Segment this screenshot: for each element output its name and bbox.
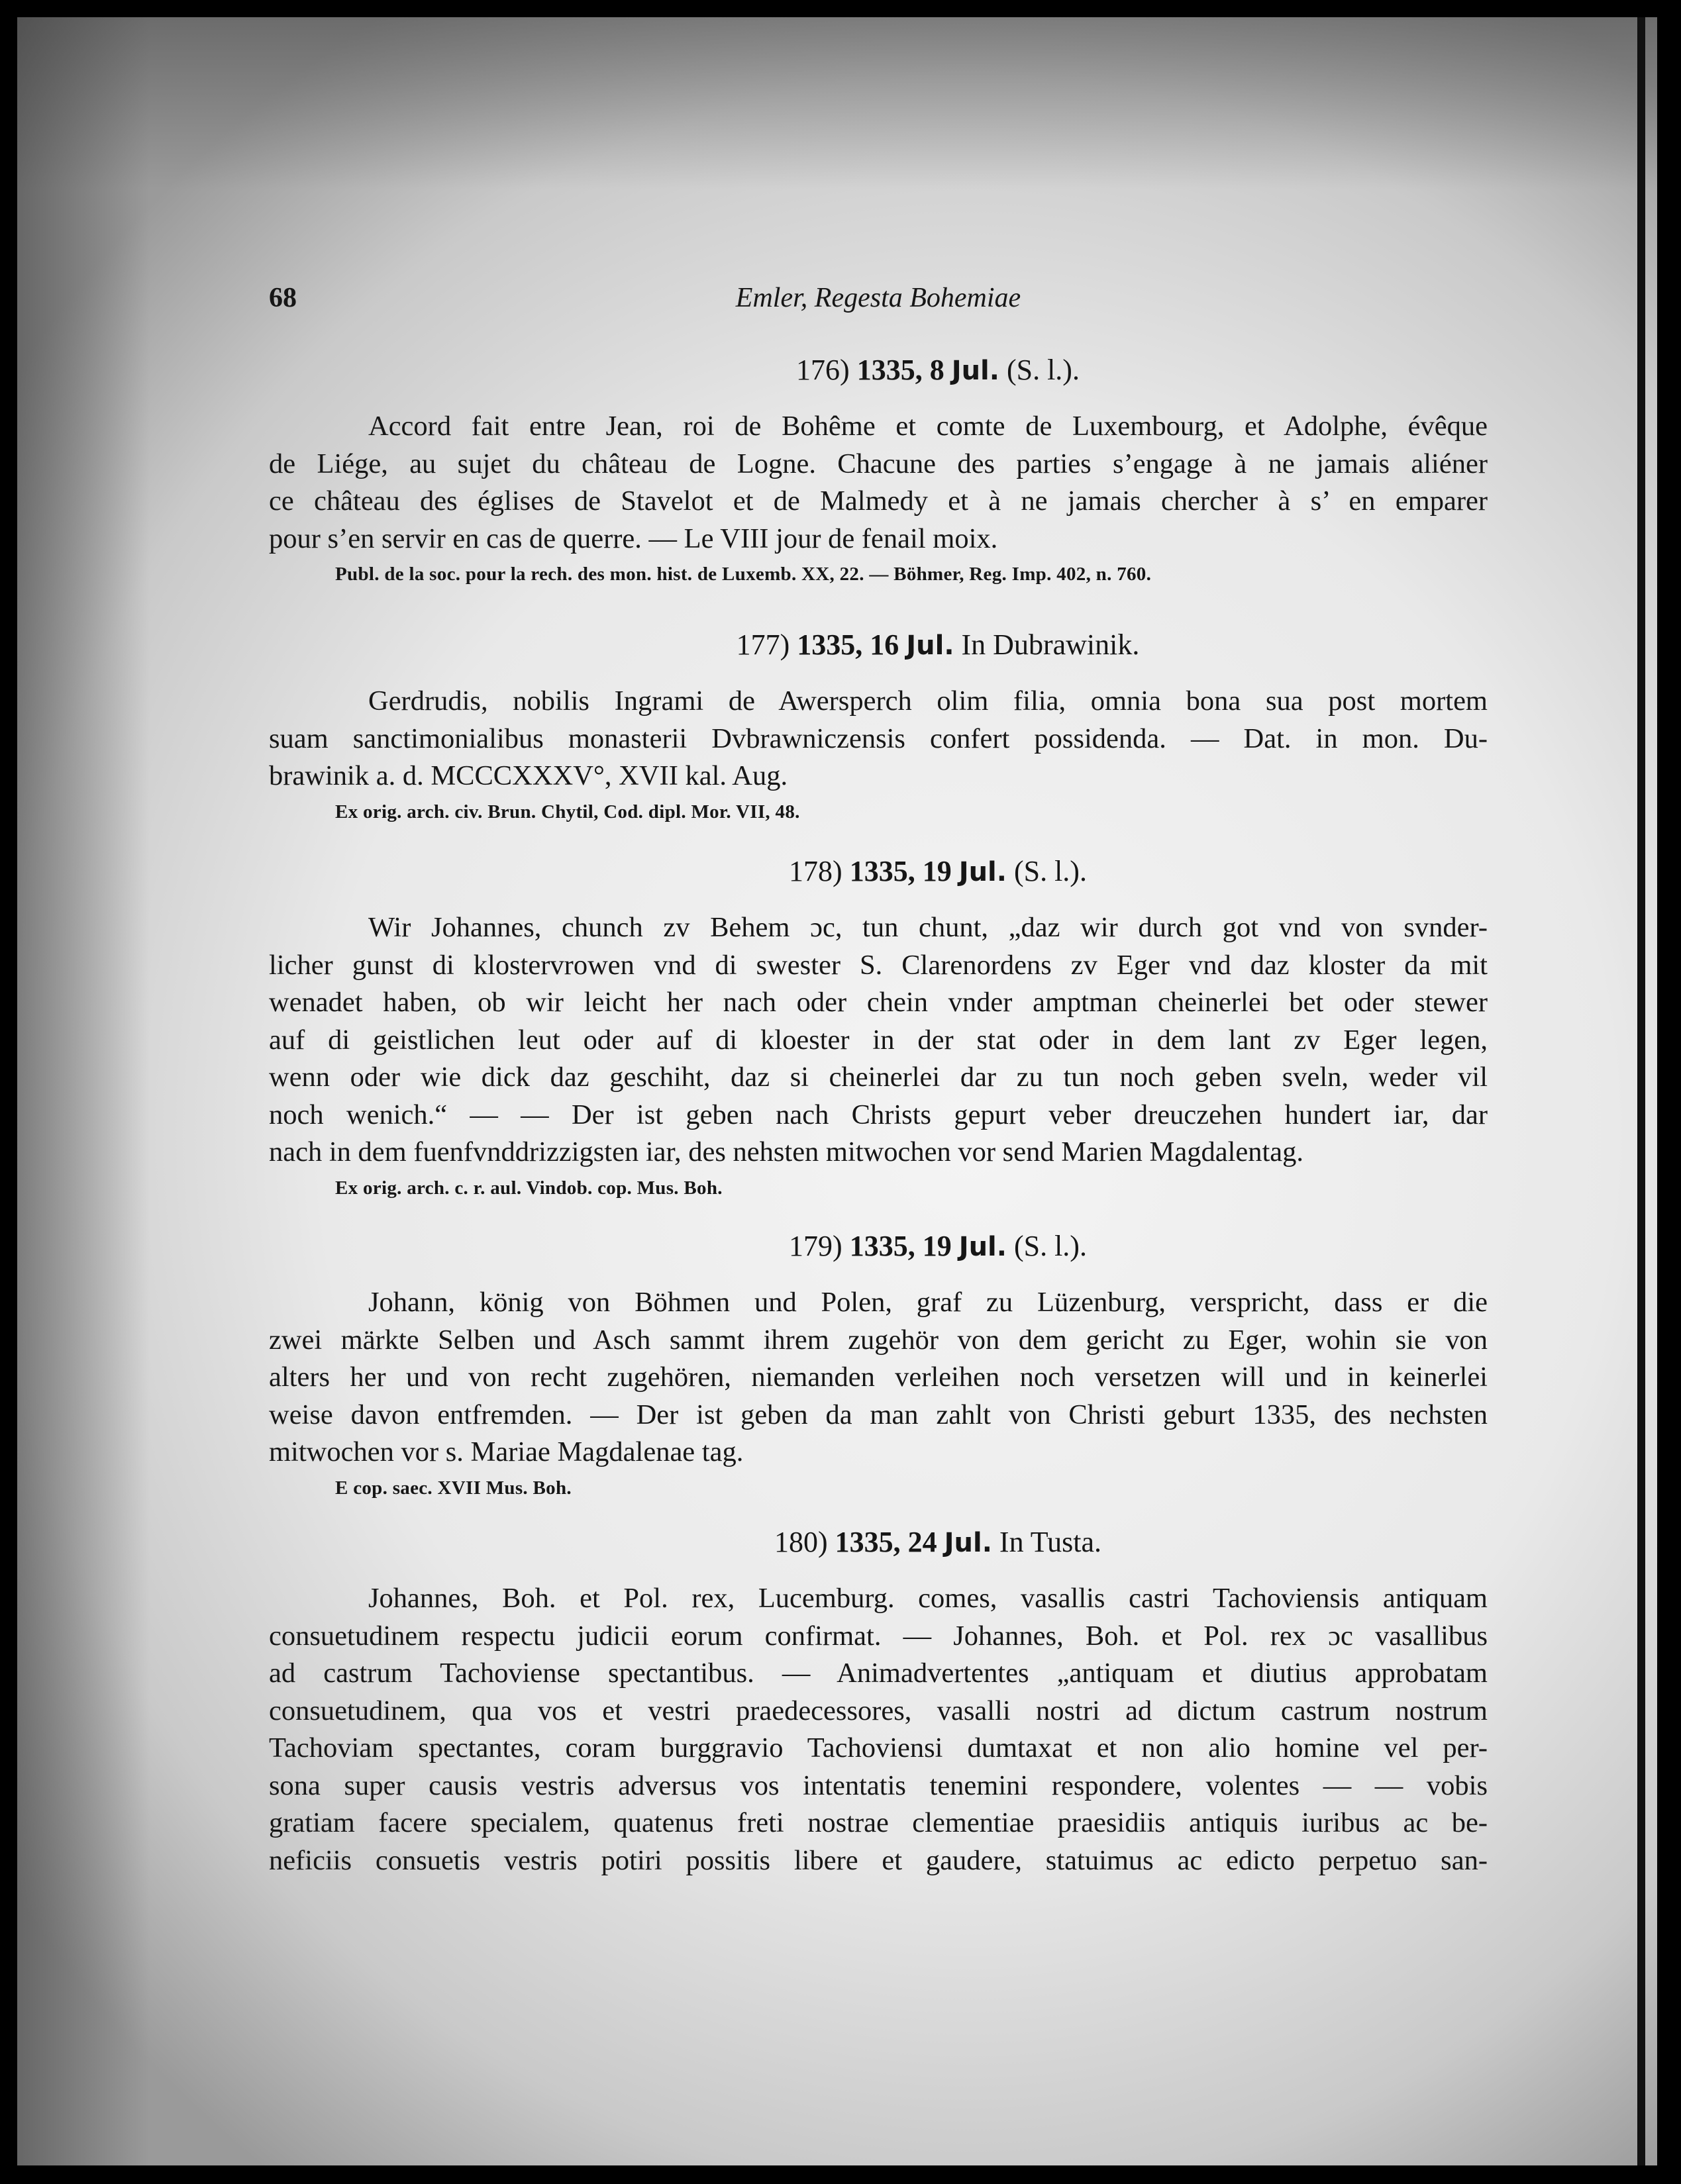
- entry-month: Jul.: [958, 857, 1007, 887]
- entry-month: Jul.: [958, 1232, 1007, 1262]
- text-line: weise davon entfremden. — Der ist geben da man zahlt von Christi geburt 1335, des nechsten: [269, 1399, 1488, 1430]
- text-line: pour s’en servir en cas de querre. — Le VIII jour de fenail moix.: [269, 522, 998, 554]
- entry-date: 1335, 19: [849, 855, 952, 887]
- text-line: ad castrum Tachoviense spectantibus. — Animadvertentes „antiquam et diutius approbatam: [269, 1658, 1488, 1689]
- text-line: Tachoviam spectantes, coram burggravio Tachoviensi dumtaxat et non alio homine vel per-: [269, 1732, 1488, 1763]
- running-title: Emler, Regesta Bohemiae: [735, 283, 1021, 313]
- entry-heading: [388, 626, 1488, 664]
- text-line: brawinik a. d. MCCCXXXV°, XVII kal. Aug.: [269, 760, 788, 791]
- entry-number: 178): [789, 855, 842, 887]
- text-line: suam sanctimonialibus monasterii Dvbrawniczensis confert possidenda. — Dat. in mon. Du-: [269, 722, 1488, 754]
- text-line: consuetudinem, qua vos et vestri praedecessores, vasalli nostri ad dictum castrum nostrum: [269, 1695, 1488, 1726]
- text-line: wenadet haben, ob wir leicht her nach oder chein vnder amptman cheinerlei bet oder stewer: [269, 987, 1488, 1018]
- entry-text: [269, 683, 1488, 795]
- regest-entry-178: [269, 853, 1488, 1202]
- entry-date: 1335, 16: [797, 628, 899, 661]
- entry-number: 176): [796, 354, 850, 386]
- entry-text: [269, 408, 1488, 558]
- entry-number: 179): [789, 1230, 842, 1262]
- text-line: alters her und von recht zugehören, niemanden verleihen noch versetzen will und in keinerlei: [269, 1362, 1488, 1393]
- entry-number: 177): [736, 628, 790, 661]
- entry-heading: [388, 1524, 1488, 1562]
- page-header: [269, 282, 1488, 328]
- text-line: neficiis consuetis vestris potiri possitis libere et gaudere, statuimus ac edicto perpetuo san-: [269, 1844, 1488, 1876]
- entry-date: 1335, 19: [849, 1230, 952, 1262]
- entry-month: Jul.: [951, 356, 999, 386]
- entry-date: 1335, 8: [856, 354, 944, 386]
- entry-number: 180): [774, 1526, 828, 1558]
- entry-place: (S. l.).: [1013, 855, 1087, 887]
- text-line: Johann, könig von Böhmen und Polen, graf zu Lüzenburg, verspricht, dass er die: [368, 1287, 1488, 1318]
- text-line: zwei märkte Selben und Asch sammt ihrem zugehör von dem gericht zu Eger, wohin sie von: [269, 1324, 1488, 1356]
- regest-entry-177: [269, 626, 1488, 826]
- regest-entry-176: [269, 352, 1488, 588]
- entry-date: 1335, 24: [835, 1526, 937, 1558]
- entry-month: Jul.: [944, 1528, 992, 1558]
- text-line: gratiam facere specialem, quatenus freti nostrae clementiae praesidiis antiquis iuribus ac be-: [269, 1807, 1488, 1838]
- text-line: licher gunst di klostervrowen vnd di swester S. Clarenordens zv Eger vnd daz kloster da mit: [269, 949, 1488, 981]
- text-line: sona super causis vestris adversus vos intentatis tenemini respondere, volentes — — vobis: [269, 1769, 1488, 1801]
- text-line: Johannes, Boh. et Pol. rex, Lucemburg. comes, vasallis castri Tachoviensis antiquam: [368, 1583, 1488, 1614]
- entry-source: E cop. saec. XVII Mus. Boh.: [335, 1477, 572, 1499]
- page-number: 68: [269, 283, 297, 313]
- entry-heading: [388, 352, 1488, 389]
- entry-place: (S. l.).: [1013, 1230, 1087, 1262]
- text-line: Wir Johannes, chunch zv Behem ɔc, tun chunt, „daz wir durch got vnd von svnder-: [368, 912, 1488, 943]
- entry-place: In Dubrawinik.: [961, 628, 1140, 661]
- regest-entry-180: [269, 1524, 1488, 1879]
- text-line: Accord fait entre Jean, roi de Bohême et comte de Luxembourg, et Adolphe, évêque: [368, 411, 1488, 442]
- text-line: noch wenich.“ — — Der ist geben nach Christs gepurt veber dreuczehen hundert iar, dar: [269, 1099, 1488, 1130]
- regest-entry-179: [269, 1228, 1488, 1502]
- entry-source: Ex orig. arch. c. r. aul. Vindob. cop. Mus. Boh.: [335, 1177, 723, 1199]
- text-line: Gerdrudis, nobilis Ingrami de Awersperch olim filia, omnia bona sua post mortem: [368, 685, 1488, 717]
- text-line: mitwochen vor s. Mariae Magdalenae tag.: [269, 1436, 744, 1467]
- entry-heading: [388, 1228, 1488, 1266]
- entry-text: [269, 1284, 1488, 1471]
- entry-place: (S. l.).: [1006, 354, 1080, 386]
- entry-text: [269, 909, 1488, 1171]
- entry-place: In Tusta.: [999, 1526, 1101, 1558]
- entry-source: Ex orig. arch. civ. Brun. Chytil, Cod. dipl. Mor. VII, 48.: [335, 801, 800, 822]
- text-line: consuetudinem respectu judicii eorum confirmat. — Johannes, Boh. et Pol. rex ɔc vasallibus: [269, 1620, 1488, 1652]
- entry-heading: [388, 853, 1488, 891]
- scanned-page: [17, 17, 1657, 2165]
- entry-text: [269, 1580, 1488, 1879]
- document-page: [17, 17, 1657, 2165]
- text-line: de Liége, au sujet du château de Logne. Chacune des parties s’engage à ne jamais aliéner: [269, 448, 1488, 479]
- entry-month: Jul.: [906, 630, 954, 661]
- text-line: nach in dem fuenfvnddrizzigsten iar, des nehsten mitwochen vor send Marien Magdalentag.: [269, 1136, 1304, 1167]
- entry-source: Publ. de la soc. pour la rech. des mon. hist. de Luxemb. XX, 22. — Böhmer, Reg. Imp. 402, n. 760.: [335, 564, 1152, 585]
- text-line: auf di geistlichen leut oder auf di kloester in der stat oder in dem lant zv Eger legen,: [269, 1024, 1488, 1056]
- text-line: ce château des églises de Stavelot et de Malmedy et à ne jamais chercher à s’ en emparer: [269, 485, 1488, 517]
- text-line: wenn oder wie dick daz geschiht, daz si cheinerlei dar zu tun noch geben sveln, weder vil: [269, 1062, 1488, 1093]
